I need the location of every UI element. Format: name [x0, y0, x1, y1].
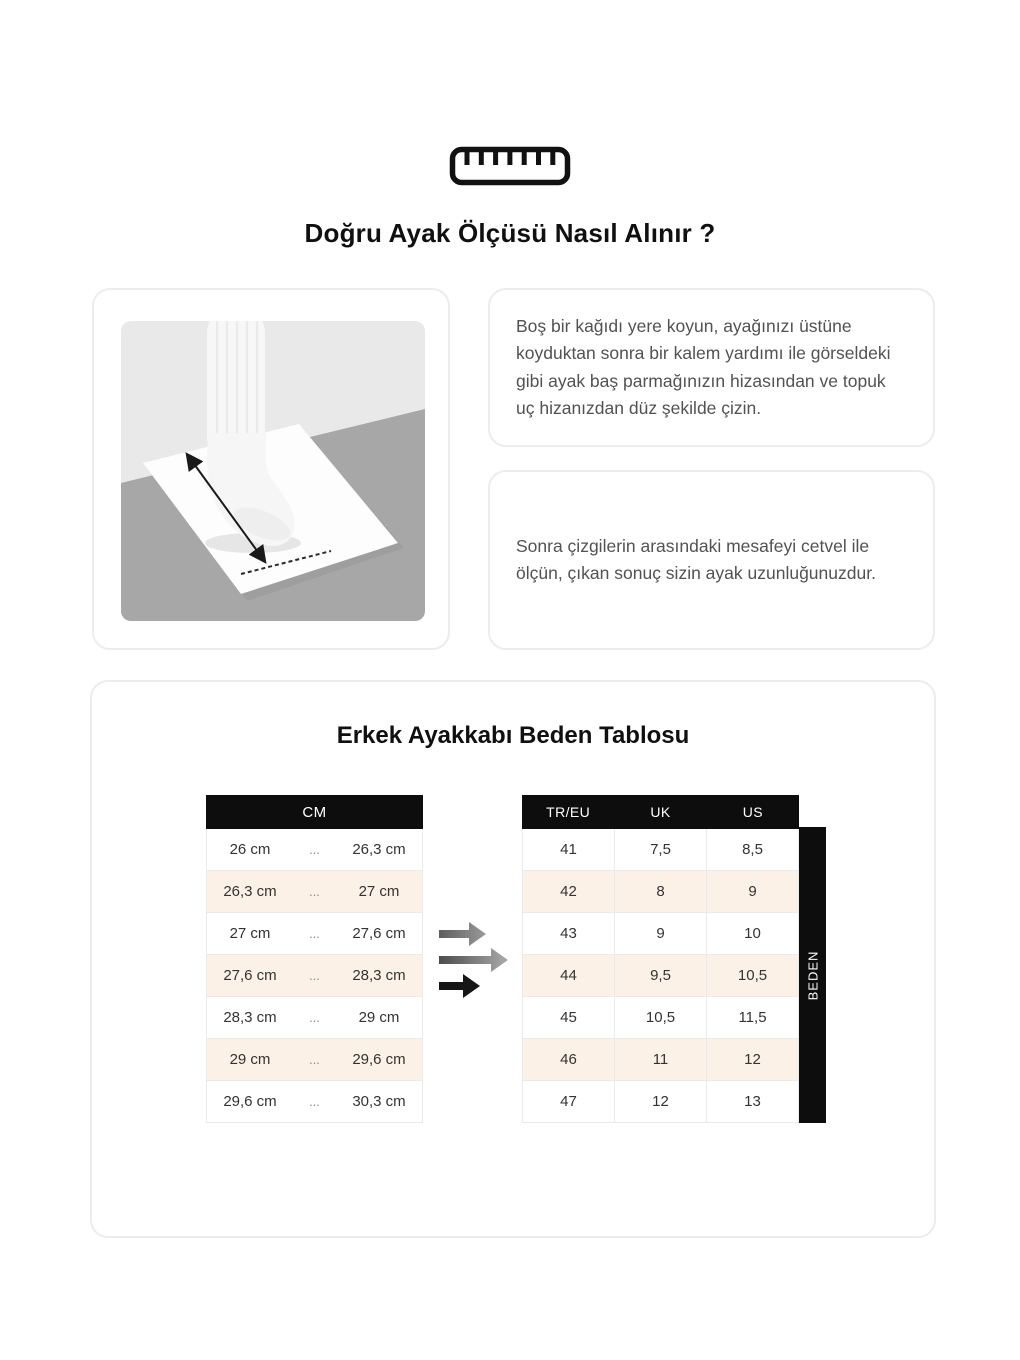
size-chart-title: Erkek Ayakkabı Beden Tablosu	[336, 722, 690, 749]
beden-vertical-bar	[799, 827, 826, 1123]
size-table-row: 45 10,5 11,5	[522, 997, 799, 1039]
instruction-card-step2	[488, 470, 935, 650]
size-table-row: 46 11 12	[522, 1039, 799, 1081]
size-table-row: 43 9 10	[522, 913, 799, 955]
cm-table-row: 29 cm ... 29,6 cm	[206, 1039, 423, 1081]
size-table-row: 41 7,5 8,5	[522, 829, 799, 871]
size-table-row: 44 9,5 10,5	[522, 955, 799, 997]
instruction-step2-text: Sonra çizgilerin arasındaki mesafeyi cetvel ile ölçün, çıkan sonuç sizin ayak uzunluğunuzdur.	[516, 535, 876, 583]
page-title: Doğru Ayak Ölçüsü Nasıl Alınır ?	[304, 218, 716, 248]
cm-table-row: 27,6 cm ... 28,3 cm	[206, 955, 423, 997]
beden-label: BEDEN	[805, 950, 821, 1000]
size-table-row: 42 8 9	[522, 871, 799, 913]
cm-table-row: 26 cm ... 26,3 cm	[206, 829, 423, 871]
cm-table-row: 28,3 cm ... 29 cm	[206, 997, 423, 1039]
size-table-header: TR/EU	[546, 804, 591, 820]
instruction-card-step1	[488, 288, 935, 447]
ruler-icon	[449, 146, 571, 186]
cm-table-row: 26,3 cm ... 27 cm	[206, 871, 423, 913]
size-table-row: 47 12 13	[522, 1081, 799, 1123]
instruction-step1-text: Boş bir kağıdı yere koyun, ayağınızı üstüne koyduktan sonra bir kalem yardımı ile görseldeki gibi ayak baş parmağınızın hizasından ve topuk uç hizanızdan düz şekilde çizin.	[516, 316, 891, 418]
foot-measure-photo-card	[92, 288, 450, 650]
size-table-header-row	[522, 795, 799, 829]
cm-table-row: 27 cm ... 27,6 cm	[206, 913, 423, 955]
size-table-header: US	[742, 804, 763, 820]
size-table-header: UK	[650, 804, 671, 820]
ruler-icon-wrap	[0, 146, 1020, 186]
foot-measure-photo	[121, 321, 425, 621]
transfer-arrows-icon	[437, 920, 517, 1004]
cm-table-header: CM	[206, 795, 423, 829]
foot-on-paper-illustration	[121, 321, 425, 621]
cm-table	[206, 795, 423, 1123]
international-size-table	[522, 795, 799, 1123]
size-chart-card	[90, 680, 936, 1238]
cm-table-row: 29,6 cm ... 30,3 cm	[206, 1081, 423, 1123]
